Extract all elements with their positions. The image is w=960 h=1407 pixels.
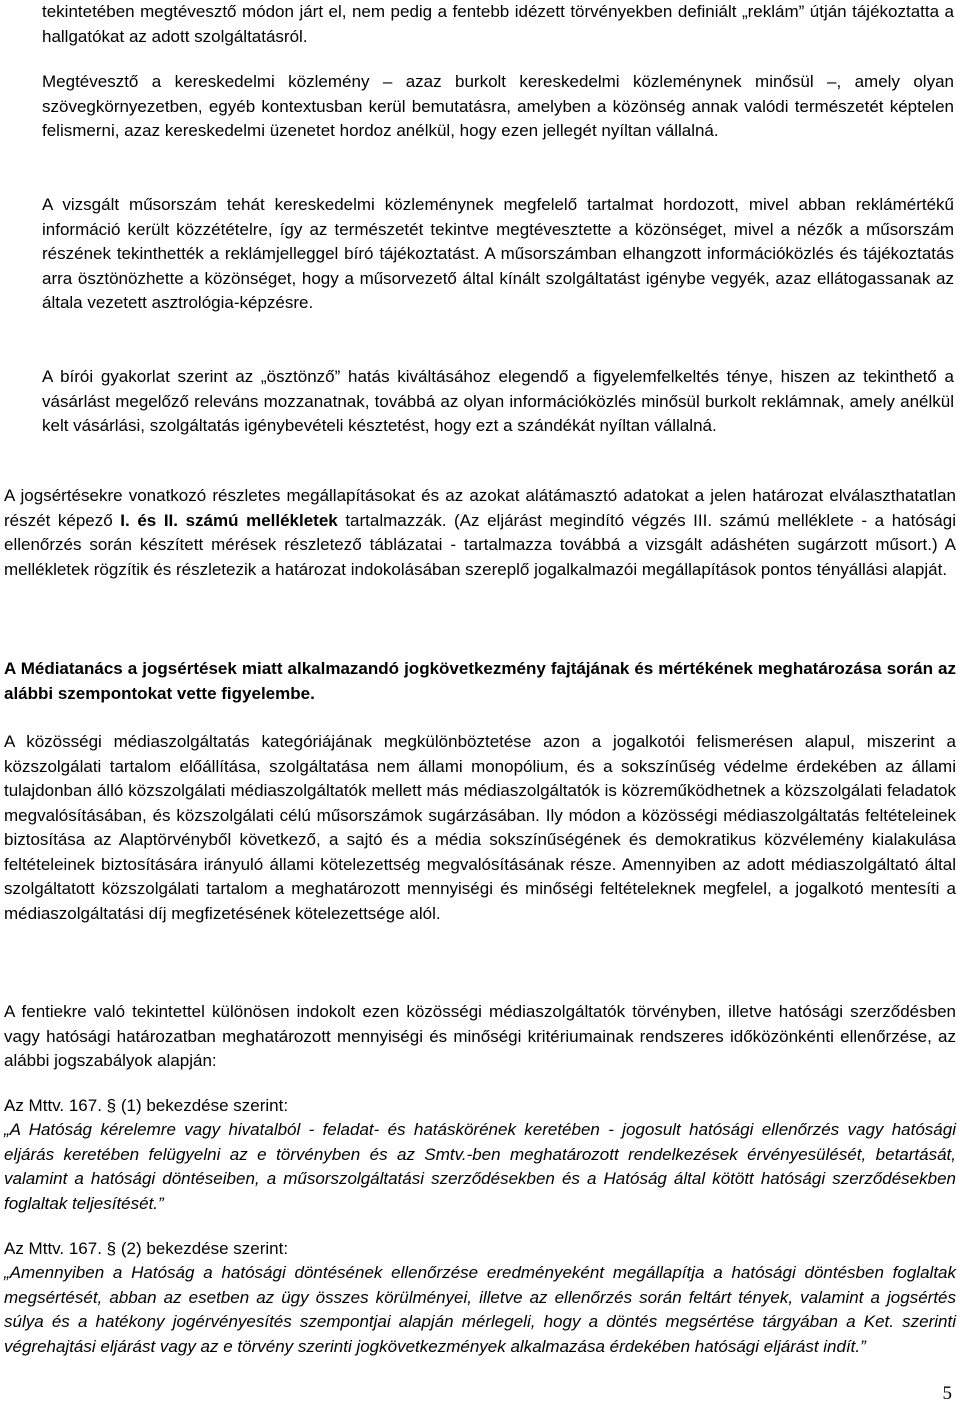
law-quote-1: „A Hatóság kérelemre vagy hivatalból - feladat- és hatáskörének keretében - jogosult hatósági ellenőrzés vagy hatósági eljárás keretében felügyelni az e törvényben és az Smtv.-ben meghatározott rendelkezések érvényesülését, betartását, valamint a hatósági döntéseiben, a műsorszolgáltatási szerződésekben és a Hatóság által kötött hatósági szerződésekben foglaltak teljesítését.” <box>4 1120 956 1213</box>
paragraph-program-analysis: A vizsgált műsorszám tehát kereskedelmi közleménynek megfelelő tartalmat hordozott, mivel abban reklámértékű információ került közzétételre, így az természetét tekintve megtévesztette a közönséget, mivel a nézők a műsorszám részének tekinthették a reklámjelleggel bíró tájékoztatást. A műsorszámban elhangzott információközlés és tájékoztatás arra ösztönözhette a közönséget, hogy a műsorvezető által kínált szolgáltatást igénybe vegyék, azaz ellátogassanak az általa vezetett asztrológia-képzésre. <box>42 195 954 312</box>
paragraph-annexes <box>4 484 956 582</box>
paragraph-deceptive-communication: Megtévesztő a kereskedelmi közlemény – azaz burkolt kereskedelmi közleménynek minősül –, amely olyan szövegkörnyezetben, egyéb kontextusban kerül bemutatásra, amelyben a közönség annak valódi természetét képtelen felismerni, azaz kereskedelmi üzenetet hordoz anélkül, hogy ezen jellegét nyíltan vállalná. <box>42 72 954 140</box>
annex-bold-reference: I. és II. számú mellékletek <box>120 510 338 530</box>
section-heading: A Médiatanács a jogsértések miatt alkalmazandó jogkövetkezmény fajtájának és mértékének meghatározása során az alábbi szempontokat vette figyelembe. <box>4 659 956 703</box>
law-reference-1: Az Mttv. 167. § (1) bekezdése szerint: <box>4 1096 289 1115</box>
annex-text-a: A jogsértésekre vonatkozó részletes megállapításokat és az azokat alátámasztó adatokat a jelen határozat elválaszthatatlan részét képező <box>4 486 956 530</box>
paragraph-control-criteria: A fentiekre való tekintettel különösen indokolt ezen közösségi médiaszolgáltatók törvényben, illetve hatósági szerződésben vagy hatósági határozatban meghatározott mennyiségi és minőségi kritériumainak rendszeres időközönkénti ellenőrzése, az alábbi jogszabályok alapján: <box>4 1002 956 1070</box>
paragraph-community-media: A közösségi médiaszolgáltatás kategóriájának megkülönböztetése azon a jogalkotói felismerésen alapul, miszerint a közszolgálati tartalom előállítása, szolgáltatása nem állami monopólium, és a sokszínűség védelme érdekében az állami tulajdonban álló közszolgálati médiaszolgáltatók mellett más médiaszolgáltatók is közreműködhetnek a közszolgálati feladatok megvalósításában, és közszolgálati célú műsorszámok sugárzásában. Ily módon a közösségi médiaszolgáltatás feltételeinek biztosítása az Alaptörvényből következő, a sajtó és a média sokszínűségének és demokratikus közvélemény kialakulása feltételeinek biztosítására irányuló állami kötelezettség megvalósításának része. Amennyiben az adott médiaszolgáltató által szolgáltatott közszolgálati tartalom a meghatározott mennyiségi és minőségi feltételeknek megfelel, a jogalkotó mentesíti a médiaszolgáltatási díj megfizetésének kötelezettsége alól. <box>4 732 956 923</box>
law-reference-2: Az Mttv. 167. § (2) bekezdése szerint: <box>4 1239 289 1258</box>
annex-text-b: tartalmazzák. (Az eljárást megindító végzés III. számú melléklete - a hatósági ellenőrzés során készített mérések részletező táblázatai - tartalmazza továbbá a vizsgált adáshéten sugárzott műsort.) A mellékletek rögzítik és részletezik a határozat indokolásában szereplő jogalkalmazói megállapítások pontos tényállási alapját. <box>4 510 956 579</box>
paragraph-intro: tekintetében megtévesztő módon járt el, nem pedig a fentebb idézett törvényekben definiált „reklám” útján tájékoztatta a hallgatókat az adott szolgáltatásról. <box>42 2 954 46</box>
law-quote-2: „Amennyiben a Hatóság a hatósági döntésének ellenőrzése eredményeként megállapítja a hatósági döntésben foglaltak megsértését, abban az esetben az ügy összes körülményei, illetve az ellenőrzés során feltárt tények, valamint a jogsértés súlya és a hatékony jogérvényesítés szempontjai alapján mérlegeli, hogy a döntés megsértése tárgyában a Ket. szerinti végrehajtási eljárást vagy az e törvény szerinti jogkövetkezmények alkalmazása érdekében hatósági eljárást indít.” <box>4 1263 956 1356</box>
paragraph-judicial-practice: A bírói gyakorlat szerint az „ösztönző” hatás kiváltásához elegendő a figyelemfelkeltés ténye, hiszen az tekinthető a vásárlást megelőző releváns mozzanatnak, továbbá az olyan információközlés minősül burkolt reklámnak, amely anélkül kelt vásárlási, szolgáltatás igénybevételi késztetést, hogy ezt a szándékát nyíltan vállalná. <box>42 367 954 435</box>
page-number: 5 <box>942 1383 952 1404</box>
